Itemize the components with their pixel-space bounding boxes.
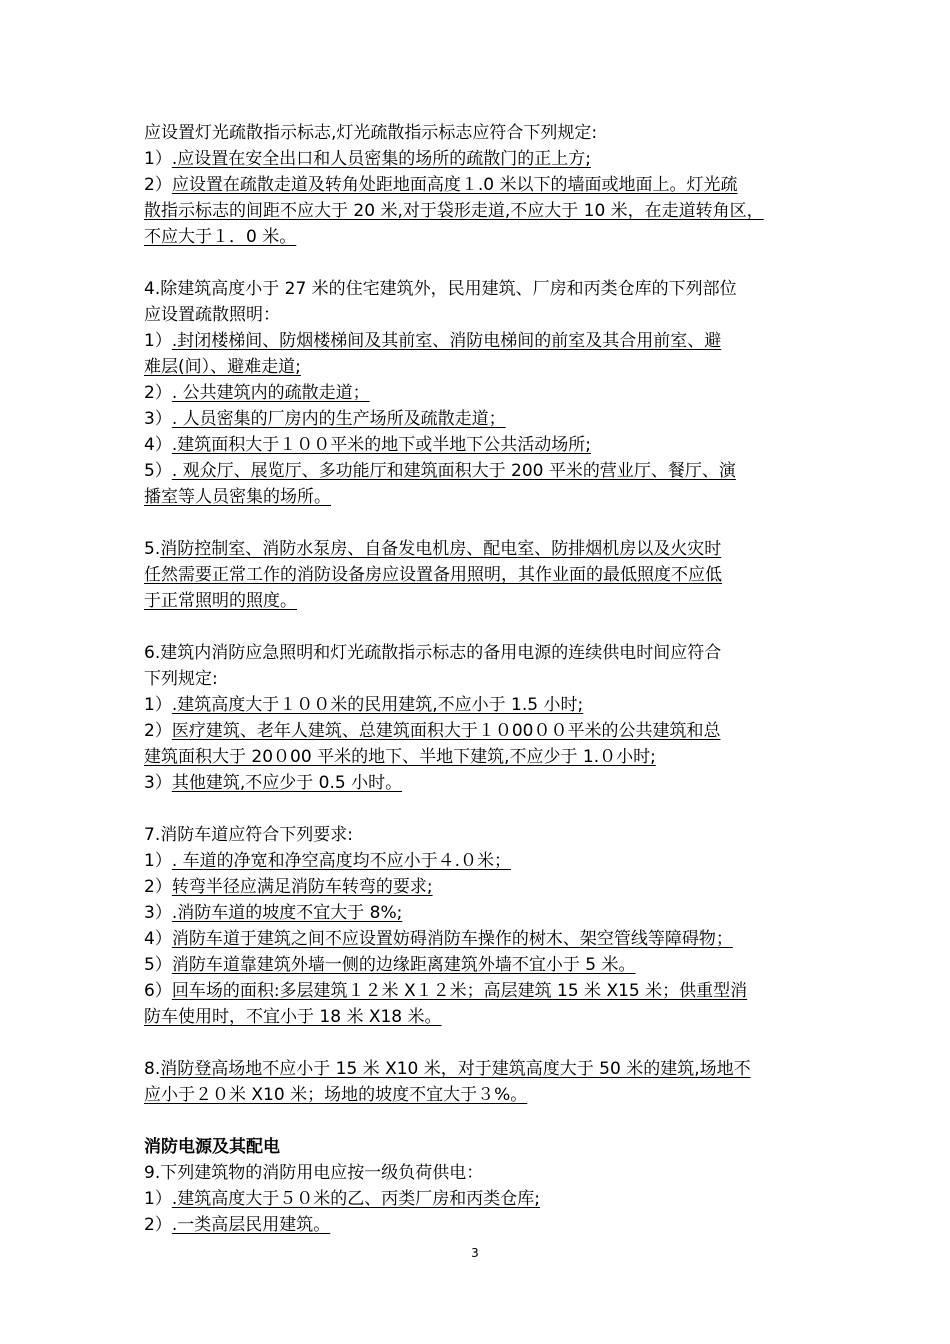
blank-line	[144, 614, 814, 640]
underlined-text: 建筑面积大于 20０00 平米的地下、半地下建筑,不应少于 1.０小时;	[144, 747, 656, 767]
page-number: 3	[471, 1246, 479, 1260]
line-prefix: 5）	[144, 461, 172, 481]
text-line	[144, 406, 814, 432]
underlined-text: 任然需要正常工作的消防设备房应设置备用照明，其作业面的最低照度不应低	[144, 565, 722, 585]
line-prefix: 4）	[144, 929, 172, 949]
line-prefix: 2）	[144, 877, 172, 897]
line-prefix: 6.建筑内消防应急照明和灯光疏散指示标志的备用电源的连续供电时间应符合	[144, 643, 722, 663]
text-line	[144, 744, 814, 770]
line-prefix: 2）	[144, 383, 172, 403]
underlined-text: 不应大于１．0 米。	[144, 227, 297, 247]
text-line	[144, 1056, 814, 1082]
underlined-text: 转弯半径应满足消防车转弯的要求;	[171, 877, 433, 897]
underlined-text: 播室等人员密集的场所。	[144, 487, 331, 507]
paragraph	[144, 536, 814, 614]
underlined-text: . 人员密集的厂房内的生产场所及疏散走道；	[171, 409, 506, 429]
underlined-text: .封闭楼梯间、防烟楼梯间及其前室、消防电梯间的前室及其合用前室、避	[171, 331, 722, 351]
paragraph	[144, 900, 814, 926]
text-line	[144, 146, 814, 172]
text-line	[144, 484, 814, 510]
text-line	[144, 432, 814, 458]
underlined-text: 难层(间）、避难走道;	[144, 357, 301, 377]
paragraph	[144, 952, 814, 978]
paragraph	[144, 432, 814, 458]
paragraph	[144, 328, 814, 380]
underlined-text: .一类高层民用建筑。	[171, 1215, 331, 1235]
text-line	[144, 172, 814, 198]
line-prefix: 4）	[144, 435, 172, 455]
text-line	[144, 900, 814, 926]
paragraph	[144, 848, 814, 874]
underlined-text: 应设置在疏散走道及转角处距地面高度１.0 米以下的墙面或地面上。灯光疏	[171, 175, 738, 195]
paragraph	[144, 978, 814, 1030]
text-line	[144, 770, 814, 796]
line-prefix: 7.消防车道应符合下列要求:	[144, 825, 353, 845]
underlined-text: 消防登高场地不应小于 15 米 X10 米，对于建筑高度大于 50 米的建筑,场地不	[160, 1059, 751, 1079]
underlined-text: 消防车道于建筑之间不应设置妨碍消防车操作的树木、架空管线等障碍物；	[171, 929, 733, 949]
text-line	[144, 718, 814, 744]
paragraph	[144, 172, 814, 250]
line-prefix: 5.	[144, 539, 161, 559]
line-prefix: 1）	[144, 331, 172, 351]
document-body	[144, 120, 814, 1238]
blank-line	[144, 1030, 814, 1056]
blank-line	[144, 1108, 814, 1134]
underlined-text: .消防车道的坡度不宜大于 8%;	[171, 903, 403, 923]
line-prefix: 应设置灯光疏散指示标志,灯光疏散指示标志应符合下列规定:	[144, 123, 598, 143]
line-prefix: 2）	[144, 721, 172, 741]
paragraph	[144, 718, 814, 770]
text-line	[144, 822, 814, 848]
text-line	[144, 536, 814, 562]
text-line	[144, 380, 814, 406]
paragraph	[144, 1160, 814, 1186]
text-line	[144, 276, 814, 302]
underlined-text: 其他建筑,不应少于 0.5 小时。	[171, 773, 403, 793]
line-prefix: 4.除建筑高度小于 27 米的住宅建筑外，民用建筑、厂房和丙类仓库的下列部位	[144, 279, 737, 299]
text-line	[144, 354, 814, 380]
section-heading: 消防电源及其配电	[144, 1137, 280, 1157]
blank-line	[144, 250, 814, 276]
underlined-text: 医疗建筑、老年人建筑、总建筑面积大于１０00００平米的公共建筑和总	[171, 721, 721, 741]
text-line	[144, 1212, 814, 1238]
paragraph	[144, 822, 814, 848]
line-prefix: 2）	[144, 1215, 172, 1235]
paragraph	[144, 1212, 814, 1238]
underlined-text: 回车场的面积:多层建筑１２米 X１２米；高层建筑 15 米 X15 米；供重型消	[171, 981, 748, 1001]
underlined-text: .建筑高度大于１００米的民用建筑,不应小于 1.5 小时;	[171, 695, 584, 715]
text-line	[144, 302, 814, 328]
text-line	[144, 562, 814, 588]
line-prefix: 3）	[144, 903, 172, 923]
paragraph	[144, 458, 814, 510]
text-line	[144, 692, 814, 718]
underlined-text: 消防控制室、消防水泵房、自备发电机房、配电室、防排烟机房以及火灾时	[160, 539, 722, 559]
line-prefix: 1）	[144, 695, 172, 715]
paragraph	[144, 1186, 814, 1212]
text-line	[144, 1004, 814, 1030]
underlined-text: .建筑面积大于１００平米的地下或半地下公共活动场所;	[171, 435, 591, 455]
paragraph	[144, 406, 814, 432]
line-prefix: 1）	[144, 1189, 172, 1209]
paragraph	[144, 640, 814, 692]
text-line	[144, 640, 814, 666]
paragraph	[144, 380, 814, 406]
text-line	[144, 874, 814, 900]
underlined-text: 应小于２０米 X10 米；场地的坡度不宜大于３%。	[144, 1085, 528, 1105]
paragraph	[144, 276, 814, 328]
text-line	[144, 224, 814, 250]
text-line	[144, 198, 814, 224]
underlined-text: . 车道的净宽和净空高度均不应小于４.０米；	[171, 851, 512, 871]
paragraph	[144, 926, 814, 952]
blank-line	[144, 510, 814, 536]
underlined-text: 消防车道靠建筑外墙一侧的边缘距离建筑外墙不宜小于 5 米。	[171, 955, 636, 975]
text-line	[144, 328, 814, 354]
text-line	[144, 458, 814, 484]
underlined-text: . 观众厅、展览厅、多功能厅和建筑面积大于 200 平米的营业厅、餐厅、演	[171, 461, 736, 481]
blank-line	[144, 796, 814, 822]
line-prefix: 3）	[144, 773, 172, 793]
paragraph	[144, 1056, 814, 1108]
line-prefix: 5）	[144, 955, 172, 975]
line-prefix: 2）	[144, 175, 172, 195]
line-prefix: 6）	[144, 981, 172, 1001]
paragraph	[144, 146, 814, 172]
text-line	[144, 926, 814, 952]
text-line	[144, 1160, 814, 1186]
underlined-text: 于正常照明的照度。	[144, 591, 297, 611]
line-prefix: 下列规定:	[144, 669, 218, 689]
text-line	[144, 978, 814, 1004]
underlined-text: .建筑高度大于５０米的乙、丙类厂房和丙类仓库;	[171, 1189, 540, 1209]
text-line	[144, 848, 814, 874]
paragraph	[144, 120, 814, 146]
text-line	[144, 588, 814, 614]
line-prefix: 1）	[144, 851, 172, 871]
underlined-text: . 公共建筑内的疏散走道；	[171, 383, 370, 403]
text-line	[144, 1186, 814, 1212]
paragraph	[144, 692, 814, 718]
text-line	[144, 120, 814, 146]
underlined-text: .应设置在安全出口和人员密集的场所的疏散门的正上方;	[171, 149, 591, 169]
line-prefix: 3）	[144, 409, 172, 429]
line-prefix: 9.下列建筑物的消防用电应按一级负荷供电：	[144, 1163, 484, 1183]
paragraph	[144, 770, 814, 796]
line-prefix: 8.	[144, 1059, 161, 1079]
text-line	[144, 1082, 814, 1108]
text-line	[144, 666, 814, 692]
underlined-text: 散指示标志的间距不应大于 20 米,对于袋形走道,不应大于 10 米，在走道转角区，	[144, 201, 764, 221]
text-line	[144, 952, 814, 978]
paragraph	[144, 874, 814, 900]
line-prefix: 1）	[144, 149, 172, 169]
line-prefix: 应设置疏散照明：	[144, 305, 280, 325]
underlined-text: 防车使用时，不宜小于 18 米 X18 米。	[144, 1007, 442, 1027]
